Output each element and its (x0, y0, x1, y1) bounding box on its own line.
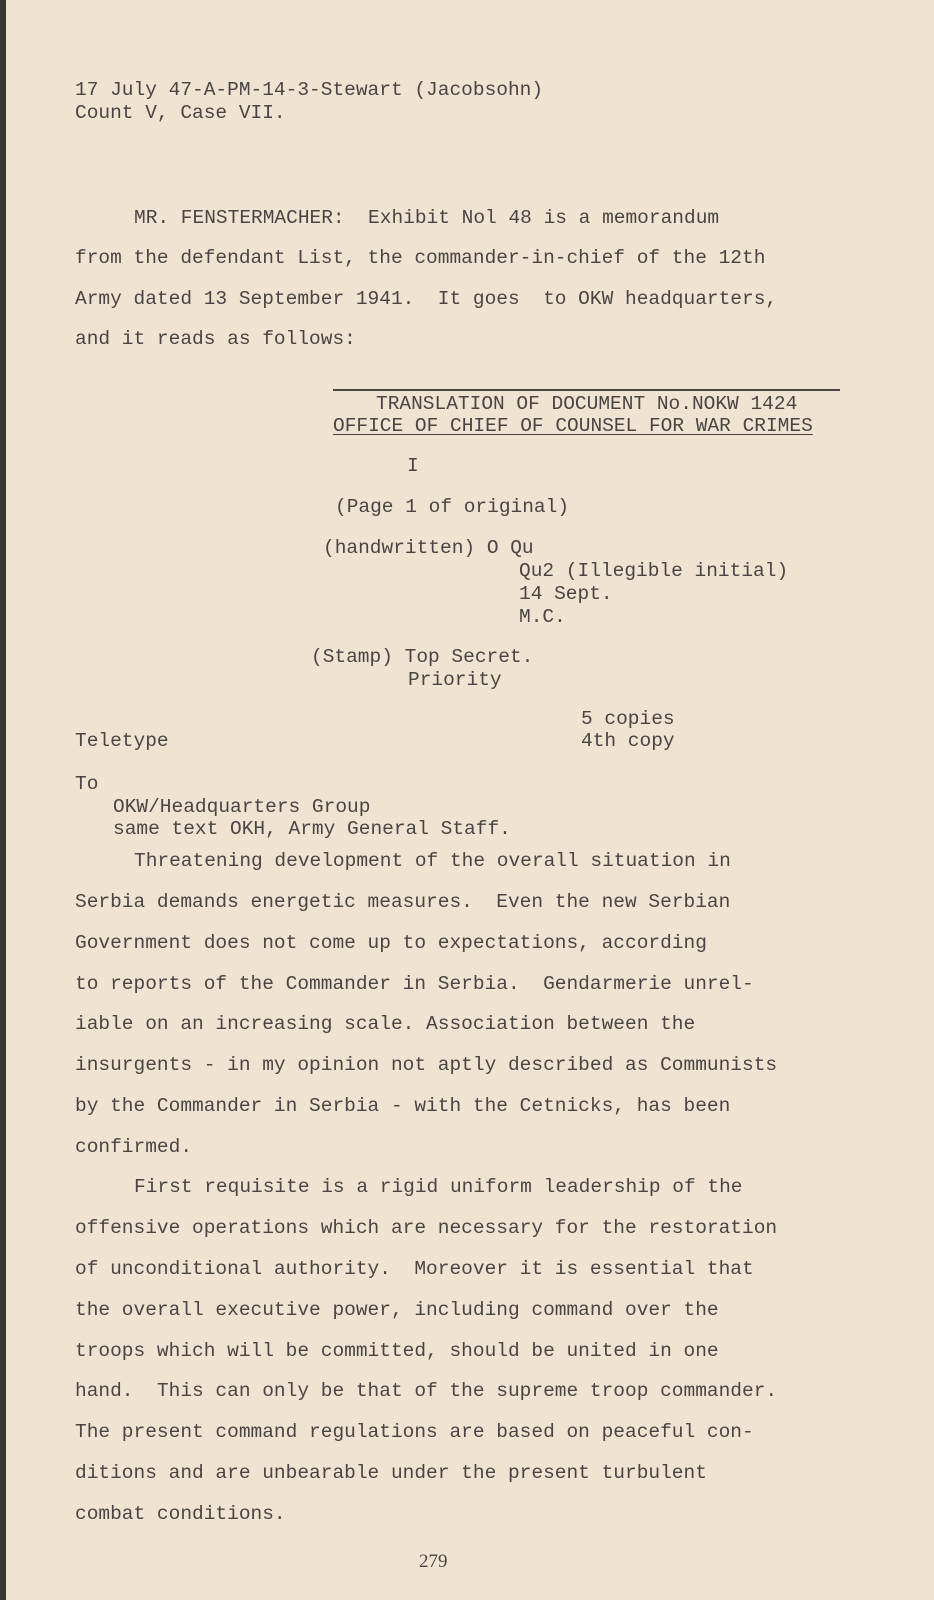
stamp-line-1: (Stamp) Top Secret. (311, 646, 534, 668)
paragraph1-line-6: insurgents - in my opinion not aptly described as Communists (75, 1054, 778, 1076)
office-title: OFFICE OF CHIEF OF COUNSEL FOR WAR CRIMES (333, 415, 813, 437)
page-number: 279 (419, 1551, 448, 1572)
paragraph1-line-7: by the Commander in Serbia - with the Cetnicks, has been (75, 1095, 731, 1117)
paragraph2-line-3: of unconditional authority. Moreover it is essential that (75, 1258, 754, 1280)
paragraph1-line-4: to reports of the Commander in Serbia. Gendarmerie unrel- (75, 973, 754, 995)
paragraph2-line-4: the overall executive power, including command over the (75, 1299, 719, 1321)
handwritten-label: (handwritten) O Qu (323, 537, 534, 559)
address-line-2: same text OKH, Army General Staff. (113, 818, 511, 840)
address-line-1: OKW/Headquarters Group (113, 796, 371, 818)
paragraph1-line-1: Threatening development of the overall situation in (134, 850, 731, 872)
roman-numeral: I (407, 455, 419, 477)
stamp-line-2: Priority (408, 669, 502, 691)
header-line-1: 17 July 47-A-PM-14-3-Stewart (Jacobsohn) (75, 79, 544, 101)
intro-line-1: MR. FENSTERMACHER: Exhibit Nol 48 is a memorandum (134, 207, 720, 229)
handwritten-line-2: Qu2 (Illegible initial) (519, 560, 789, 582)
intro-line-2: from the defendant List, the commander-in-chief of the 12th (75, 247, 766, 269)
handwritten-line-3: 14 Sept. (519, 583, 613, 605)
header-rule (333, 389, 840, 391)
paragraph2-line-5: troops which will be committed, should be united in one (75, 1340, 719, 1362)
copies-line-1: 5 copies (581, 708, 675, 730)
address-to: To (75, 773, 99, 795)
paragraph2-line-2: offensive operations which are necessary for the restoration (75, 1217, 778, 1239)
paragraph2-line-7: The present command regulations are based on peaceful con- (75, 1421, 754, 1443)
paragraph1-line-2: Serbia demands energetic measures. Even the new Serbian (75, 891, 731, 913)
paragraph2-line-6: hand. This can only be that of the supreme troop commander. (75, 1380, 778, 1402)
paragraph2-line-1: First requisite is a rigid uniform leadership of the (134, 1176, 743, 1198)
copies-line-2: 4th copy (581, 730, 675, 752)
page-of-original: (Page 1 of original) (335, 496, 570, 518)
header-line-2: Count V, Case VII. (75, 102, 286, 124)
intro-line-4: and it reads as follows: (75, 328, 356, 350)
paragraph1-line-8: confirmed. (75, 1136, 193, 1158)
paragraph1-line-5: iable on an increasing scale. Association between the (75, 1013, 696, 1035)
intro-line-3: Army dated 13 September 1941. It goes to OKW headquarters, (75, 288, 778, 310)
handwritten-line-4: M.C. (519, 606, 566, 628)
teletype-label: Teletype (75, 730, 169, 752)
paragraph2-line-8: ditions and are unbearable under the present turbulent (75, 1462, 707, 1484)
paragraph1-line-3: Government does not come up to expectations, according (75, 932, 707, 954)
translation-title: TRANSLATION OF DOCUMENT No.NOKW 1424 (376, 393, 798, 415)
paragraph2-line-9: combat conditions. (75, 1503, 286, 1525)
